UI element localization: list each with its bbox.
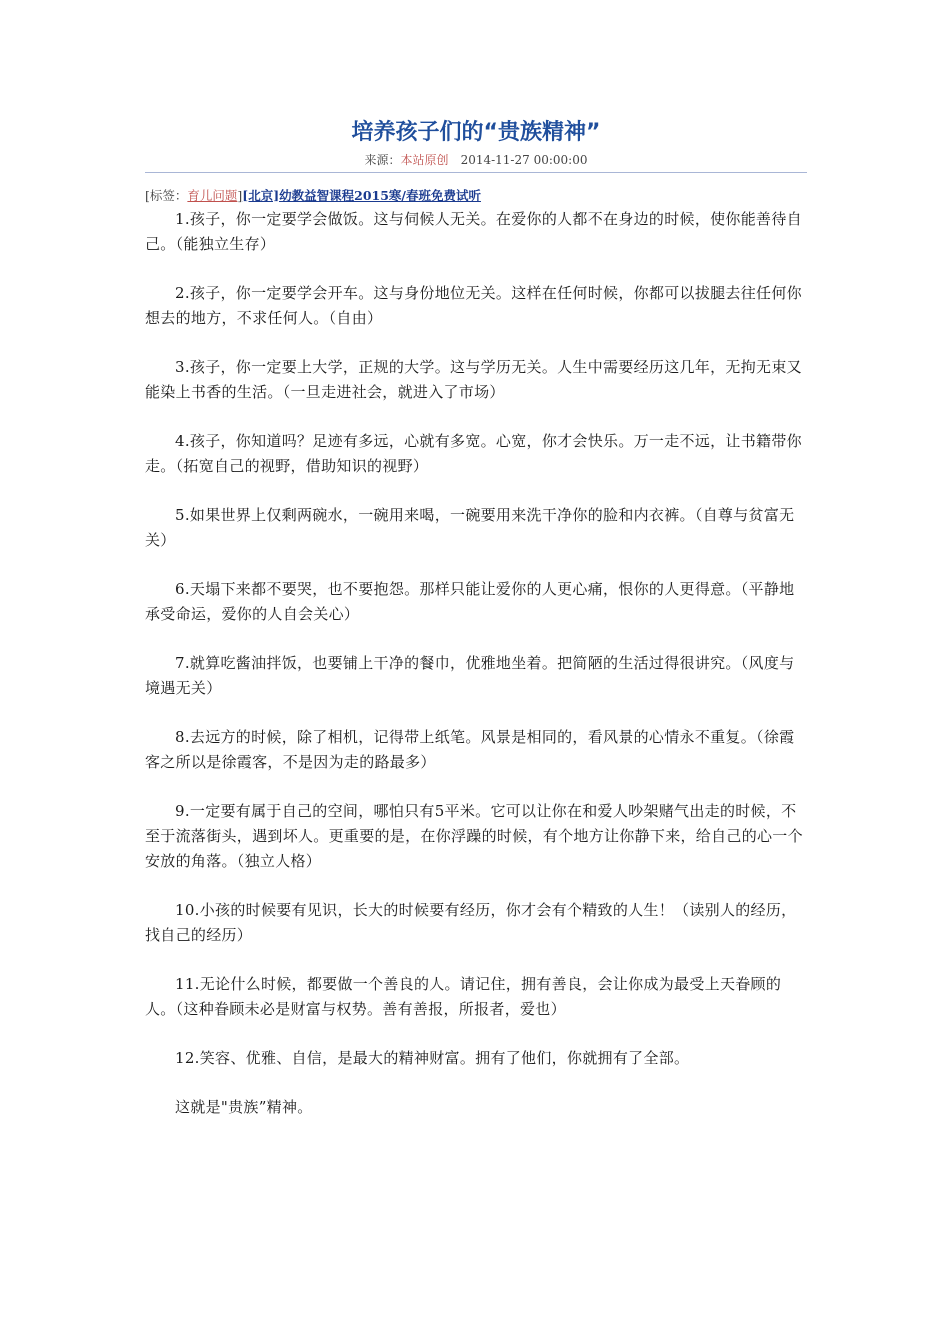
paragraph-7: 7.就算吃酱油拌饭，也要铺上干净的餐巾，优雅地坐着。把简陋的生活过得很讲究。（风度与境遇无关） (145, 654, 795, 697)
source-value: 本站原创 (400, 153, 449, 167)
paragraph-2: 2.孩子，你一定要学会开车。这与身份地位无关。这样在任何时候，你都可以拔腿去往任何你想去的地方，不求任何人。（自由） (145, 284, 802, 327)
article-body (145, 207, 807, 1120)
paragraph-11: 11.无论什么时候，都要做一个善良的人。请记住，拥有善良，会让你成为最受上天眷顾的人。（这种眷顾未必是财富与权势。善有善报，所报者，爱也） (145, 975, 782, 1018)
publish-datetime: 2014-11-27 00:00:00 (460, 153, 588, 167)
tag-bar (145, 187, 807, 205)
paragraph-3: 3.孩子，你一定要上大学，正规的大学。这与学历无关。人生中需要经历这几年，无拘无束又能染上书香的生活。（一旦走进社会，就进入了市场） (145, 358, 802, 401)
paragraph-5: 5.如果世界上仅剩两碗水，一碗用来喝，一碗要用来洗干净你的脸和内衣裤。（自尊与贫富无关） (145, 506, 795, 549)
paragraph-6: 6.天塌下来都不要哭，也不要抱怨。那样只能让爱你的人更心痛，恨你的人更得意。（平静地承受命运，爱你的人自会关心） (145, 580, 795, 623)
paragraph-4: 4.孩子，你知道吗？足迹有多远，心就有多宽。心宽，你才会快乐。万一走不远，让书籍带你走。（拓宽自己的视野，借助知识的视野） (145, 432, 802, 475)
title-divider (145, 172, 807, 173)
paragraph-9: 9.一定要有属于自己的空间，哪怕只有5平米。它可以让你在和爱人吵架赌气出走的时候，不至于流落街头，遇到坏人。更重要的是，在你浮躁的时候，有个地方让你静下来，给自己的心一个安放的角落。（独立人格） (145, 802, 803, 870)
article-meta (145, 152, 807, 168)
tag-suffix: ] (237, 188, 243, 203)
paragraph-8: 8.去远方的时候，除了相机，记得带上纸笔。风景是相同的，看风景的心情永不重复。（徐霞客之所以是徐霞客，不是因为走的路最多） (145, 728, 795, 771)
paragraph-10: 10.小孩的时候要有见识，长大的时候要有经历，你才会有个精致的人生！（读别人的经历，找自己的经历） (145, 901, 797, 944)
paragraph-closing: 这就是"贵族”精神。 (175, 1098, 313, 1116)
tag-link-parenting[interactable]: 育儿问题 (187, 188, 238, 203)
tag-prefix: [标签： (145, 188, 188, 203)
article-title: 培养孩子们的“贵族精神” (351, 120, 601, 145)
article (145, 118, 807, 1144)
source-label: 来源： (364, 153, 401, 167)
promo-link-course[interactable]: [北京]幼教益智课程2015寒/春班免费试听 (242, 188, 481, 203)
paragraph-12: 12.笑容、优雅、自信，是最大的精神财富。拥有了他们，你就拥有了全部。 (175, 1049, 690, 1067)
paragraph-1: 1.孩子，你一定要学会做饭。这与伺候人无关。在爱你的人都不在身边的时候，使你能善待自己。（能独立生存） (145, 210, 802, 253)
